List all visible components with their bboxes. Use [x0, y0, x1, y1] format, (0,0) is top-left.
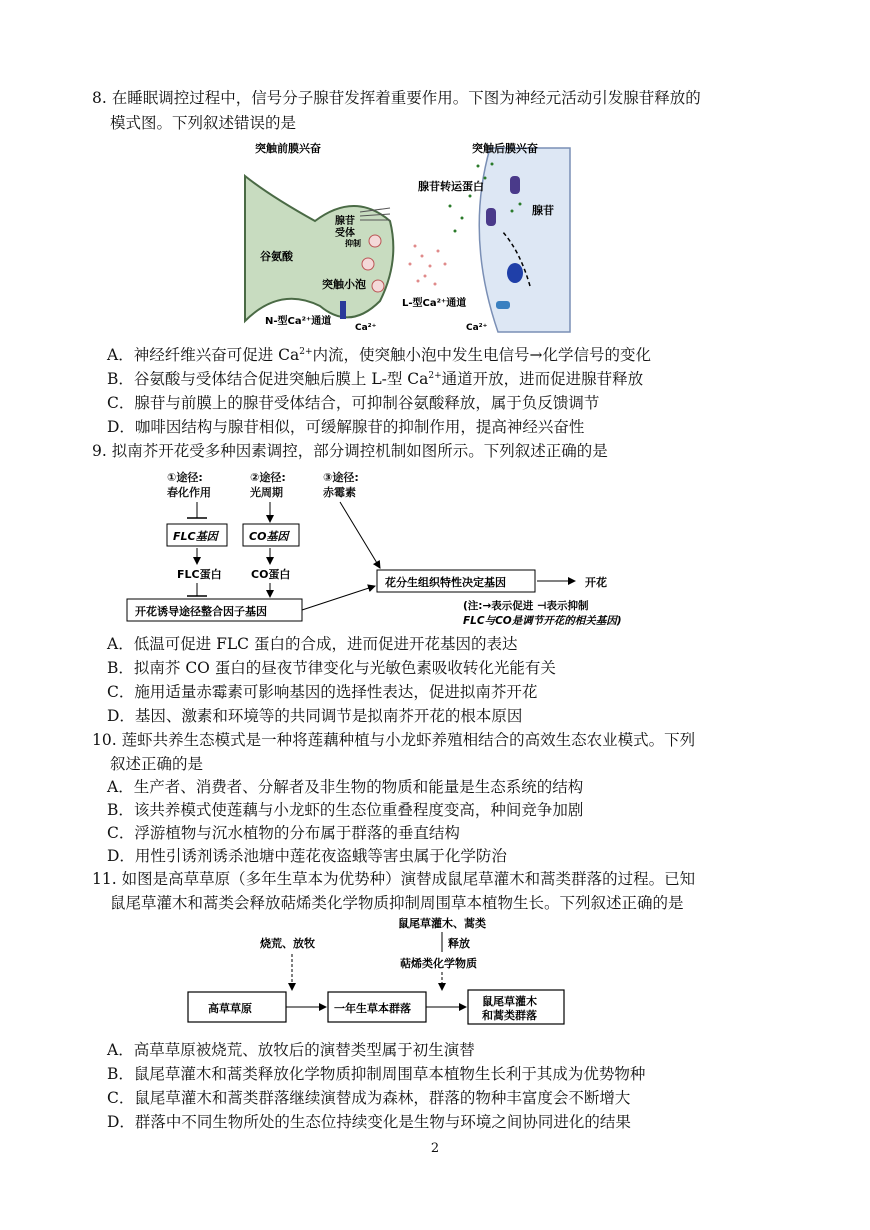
label-transporter: 腺苷转运蛋白 — [418, 180, 484, 193]
integrator-gene-box: 开花诱导途径整合因子基因 — [135, 605, 267, 618]
label-adenosine: 腺苷 — [532, 204, 554, 217]
co-gene-box: CO基因 — [249, 530, 289, 543]
q10-option-d: D．用性引诱剂诱杀池塘中莲花夜盗蛾等害虫属于化学防治 — [107, 847, 507, 865]
disturbance-label: 烧荒、放牧 — [260, 937, 315, 950]
path2-name: 光周期 — [250, 486, 283, 499]
path1-name: 春化作用 — [167, 486, 211, 499]
label-ncha: N-型Ca²⁺通道 — [265, 316, 332, 327]
box-shrub-line2: 和蒿类群落 — [482, 1009, 537, 1022]
q8-option-b: B．谷氨酸与受体结合促进突触后膜上 L-型 $Ca^{2+}$通道开放，进而促进腺苷释放 — [107, 370, 644, 388]
q11-option-a: A．高草草原被烧荒、放牧后的演替类型属于初生演替 — [107, 1041, 475, 1059]
box-annual: 一年生草本群落 — [334, 1002, 411, 1015]
q8-option-c: C．腺苷与前膜上的腺苷受体结合，可抑制谷氨酸释放，属于负反馈调节 — [107, 394, 600, 412]
source-label: 鼠尾草灌木、蒿类 — [398, 917, 486, 930]
co-protein: CO蛋白 — [251, 568, 291, 581]
path3-name: 赤霉素 — [323, 486, 356, 499]
path2-title: ②途径: — [250, 471, 286, 484]
label-ca2: Ca²⁺ — [466, 323, 488, 333]
meristem-gene-box: 花分生组织特性决定基因 — [385, 576, 506, 589]
q11-stem-line1: 11. 如图是高草草原（多年生草本为优势种）演替成鼠尾草灌木和蒿类群落的过程。已知 — [92, 870, 696, 888]
label-glu: 谷氨酸 — [260, 250, 293, 263]
q9-stem: 9. 拟南芥开花受多种因素调控，部分调控机制如图所示。下列叙述正确的是 — [92, 442, 608, 460]
label-inhibit: 抑制 — [345, 239, 361, 248]
figure-note-1: (注:→表示促进 ⊣表示抑制 — [463, 600, 589, 612]
q10-option-c: C．浮游植物与沉水植物的分布属于群落的垂直结构 — [107, 824, 460, 842]
path1-title: ①途径: — [167, 471, 203, 484]
q10-stem-line2: 叙述正确的是 — [110, 755, 204, 773]
label-vesicle: 突触小泡 — [322, 278, 366, 291]
flc-protein: FLC蛋白 — [177, 568, 222, 581]
box-tallgrass: 高草草原 — [208, 1002, 252, 1015]
release-label: 释放 — [448, 937, 470, 950]
q11-stem-line2: 鼠尾草灌木和蒿类会释放萜烯类化学物质抑制周围草本植物生长。下列叙述正确的是 — [110, 894, 684, 912]
q8-stem-line1: 8. 在睡眠调控过程中，信号分子腺苷发挥着重要作用。下图为神经元活动引发腺苷释放的 — [92, 89, 701, 107]
flowering-label: 开花 — [585, 576, 607, 589]
q10-stem-line1: 10. 莲虾共养生态模式是一种将莲藕种植与小龙虾养殖相结合的高效生态农业模式。下列 — [92, 731, 696, 749]
flowering-figure — [125, 466, 685, 636]
q8-stem-line2: 模式图。下列叙述错误的是 — [110, 114, 297, 132]
label-post: 突触后膜兴奋 — [472, 142, 538, 155]
succession-figure — [180, 914, 590, 1034]
figure-note-2: FLC与CO是调节开花的相关基因) — [463, 615, 622, 627]
box-shrub-line1: 鼠尾草灌木 — [482, 995, 537, 1008]
label-receptor1: 腺苷 — [335, 216, 355, 227]
label-lcha: L-型Ca²⁺通道 — [402, 298, 467, 309]
path3-title: ③途径: — [323, 471, 359, 484]
q8-option-d: D．咖啡因结构与腺苷相似，可缓解腺苷的抑制作用，提高神经兴奋性 — [107, 418, 585, 436]
page-number: 2 — [430, 1141, 440, 1156]
q9-option-a: A．低温可促进 FLC 蛋白的合成，进而促进开花基因的表达 — [107, 635, 518, 653]
flc-gene-box: FLC基因 — [173, 530, 218, 543]
chemical-label: 萜烯类化学物质 — [400, 957, 477, 970]
q11-option-c: C．鼠尾草灌木和蒿类群落继续演替成为森林，群落的物种丰富度会不断增大 — [107, 1089, 631, 1107]
q11-option-d: D．群落中不同生物所处的生态位持续变化是生物与环境之间协同进化的结果 — [107, 1113, 631, 1131]
q9-option-d: D．基因、激素和环境等的共同调节是拟南芥开花的根本原因 — [107, 707, 523, 725]
label-ca1: Ca²⁺ — [355, 323, 377, 333]
q9-option-b: B．拟南芥 CO 蛋白的昼夜节律变化与光敏色素吸收转化光能有关 — [107, 659, 556, 677]
q11-option-b: B．鼠尾草灌木和蒿类释放化学物质抑制周围草本植物生长利于其成为优势物种 — [107, 1065, 646, 1083]
q10-option-b: B．该共养模式使莲藕与小龙虾的生态位重叠程度变高，种间竞争加剧 — [107, 801, 584, 819]
q10-option-a: A．生产者、消费者、分解者及非生物的物质和能量是生态系统的结构 — [107, 778, 584, 796]
label-receptor2: 受体 — [335, 228, 355, 239]
label-pre: 突触前膜兴奋 — [255, 142, 321, 155]
synapse-figure — [240, 136, 580, 336]
q8-option-a: A．神经纤维兴奋可促进 $Ca^{2+}$内流，使突触小泡中发生电信号→化学信号的变化 — [107, 346, 652, 364]
q9-option-c: C．施用适量赤霉素可影响基因的选择性表达，促进拟南芥开花 — [107, 683, 538, 701]
